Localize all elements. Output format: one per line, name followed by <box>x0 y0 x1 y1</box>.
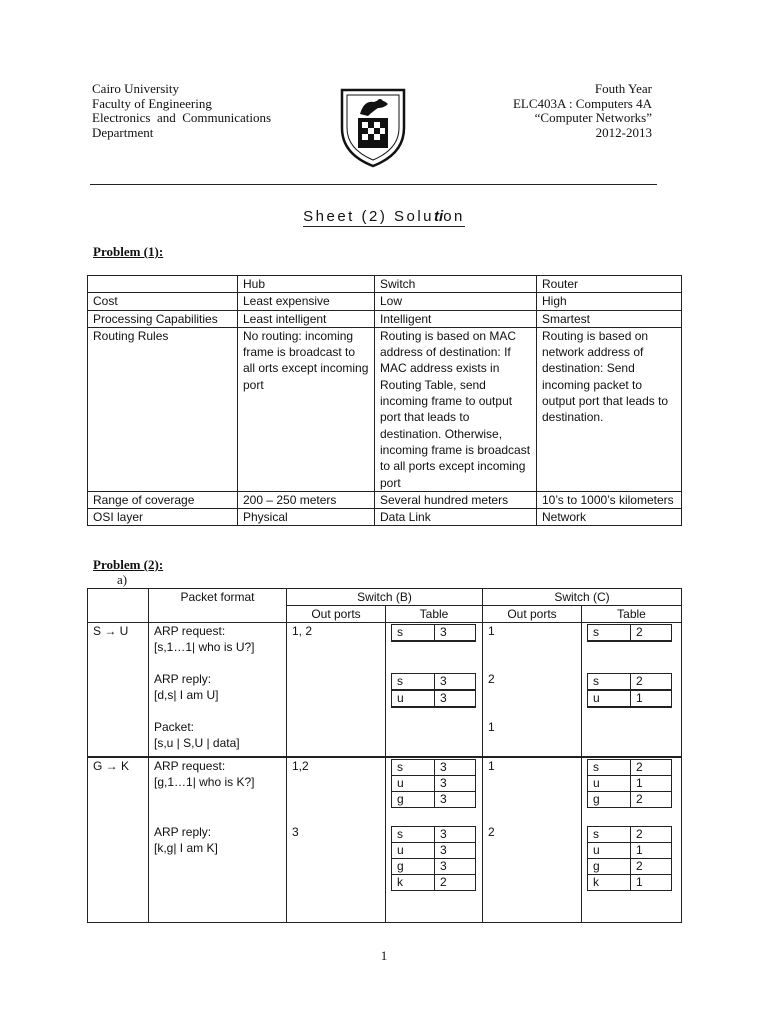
mac-table-row <box>588 859 672 875</box>
mac-table-row <box>588 760 672 776</box>
mac-table-row <box>588 792 672 808</box>
table-cell: Data Link <box>375 509 537 526</box>
table-cell: Physical <box>238 509 375 526</box>
mac-port: 1 <box>631 843 672 859</box>
mac-port: 2 <box>631 827 672 843</box>
table-header-cell: Table <box>582 606 682 623</box>
table-header-cell: Out ports <box>483 606 582 623</box>
header-left-line: Cairo University <box>92 81 180 96</box>
switch-c-table-cell <box>582 757 682 923</box>
mac-host: g <box>392 792 435 808</box>
mac-table-row <box>588 674 672 691</box>
mac-host: s <box>588 674 631 691</box>
page-title <box>0 208 768 227</box>
packet-type: Packet: <box>154 720 195 734</box>
packet-fields: [s,u | S,U | data] <box>154 736 240 750</box>
title-part: ti <box>434 208 444 225</box>
mac-host: s <box>392 827 435 843</box>
switch-table-block <box>587 721 676 756</box>
packet-format-entry <box>154 758 281 824</box>
packet-type: ARP reply: <box>154 825 212 839</box>
packet-format-cell <box>149 623 287 758</box>
mac-host: u <box>588 776 631 792</box>
title-part: Sheet (2) Solu <box>303 208 435 225</box>
switch-b-table-cell <box>386 623 483 758</box>
packet-type: ARP request: <box>154 624 226 638</box>
switch-table-block <box>391 623 477 672</box>
section-label: G → K <box>88 757 149 923</box>
header-left <box>92 82 271 140</box>
mac-host: u <box>392 776 435 792</box>
row-label: Processing Capabilities <box>88 310 238 327</box>
mac-table <box>587 673 672 708</box>
header-left-line: Electronics and Communications <box>92 110 272 125</box>
mac-host: s <box>588 827 631 843</box>
table-cell: Routing is based on network address of destination: Send incoming packet to output port that leads to destination. <box>537 327 682 491</box>
table-row <box>88 293 682 310</box>
switch-table-block <box>391 672 477 721</box>
problem2-heading: Problem (2): <box>93 557 164 572</box>
mac-table-row <box>588 843 672 859</box>
mac-table-row <box>392 792 476 808</box>
mac-port: 2 <box>631 674 672 691</box>
table-header-cell: Switch (C) <box>483 589 682 606</box>
mac-host: s <box>392 674 435 691</box>
packet-format-cell <box>149 757 287 923</box>
mac-host: g <box>588 792 631 808</box>
switch-table <box>87 588 682 923</box>
switch-table-block <box>391 721 477 756</box>
table-cell: Low <box>375 293 537 310</box>
mac-port: 3 <box>435 690 476 707</box>
out-ports-value: 1, 2 <box>292 624 313 638</box>
table-cell <box>88 589 149 623</box>
row-label: Cost <box>88 293 238 310</box>
table-header-cell: Table <box>386 606 483 623</box>
header-right-line: 2012-2013 <box>595 124 652 140</box>
out-ports-value: 2 <box>488 672 495 686</box>
mac-table <box>391 624 476 642</box>
switch-table-block <box>587 623 676 672</box>
row-label: Routing Rules <box>88 327 238 491</box>
mac-table-row <box>392 625 476 642</box>
table-cell: Least expensive <box>238 293 375 310</box>
header-right-line: “Computer Networks” <box>534 110 652 125</box>
packet-format-entry <box>154 719 281 753</box>
table-header-cell: Hub <box>238 276 375 293</box>
mac-port: 2 <box>631 859 672 875</box>
switch-c-ports-cell <box>483 757 582 923</box>
mac-port: 3 <box>435 859 476 875</box>
packet-fields: [s,1…1| who is U?] <box>154 640 255 654</box>
mac-table <box>391 673 476 708</box>
out-ports-value: 2 <box>488 825 495 839</box>
mac-table-row <box>392 690 476 707</box>
table-header-cell: Switch (B) <box>287 589 483 606</box>
switch-b-table-cell <box>386 757 483 923</box>
mac-host: s <box>392 760 435 776</box>
table-header-cell: Switch <box>375 276 537 293</box>
mac-port: 1 <box>631 690 672 707</box>
table-cell: Least intelligent <box>238 310 375 327</box>
table-cell: Routing is based on MAC address of destination: If MAC address exists in Routing Table, send incoming frame to output port that leads to destination. Otherwise, incoming frame is broadcast to all ports except incoming port <box>375 327 537 491</box>
mac-port: 3 <box>435 776 476 792</box>
university-logo <box>338 84 408 168</box>
mac-table-row <box>588 875 672 891</box>
problem2-subpart: a) <box>117 572 128 587</box>
mac-port: 2 <box>631 792 672 808</box>
mac-host: g <box>392 859 435 875</box>
table-cell: Several hundred meters <box>375 491 537 508</box>
table-cell: 200 – 250 meters <box>238 491 375 508</box>
table-header-cell: Router <box>537 276 682 293</box>
mac-port: 3 <box>435 827 476 843</box>
mac-table-row <box>392 674 476 691</box>
row-label: Range of coverage <box>88 491 238 508</box>
mac-table-row <box>588 625 672 642</box>
packet-fields: [d,s| I am U] <box>154 688 219 702</box>
header-right-line: ELC403A : Computers 4A <box>512 95 652 111</box>
switch-table-block <box>587 672 676 721</box>
mac-host: u <box>588 690 631 707</box>
mac-host: u <box>392 690 435 707</box>
header-right-line: Fouth Year <box>594 81 652 96</box>
mac-table <box>587 759 672 808</box>
mac-port: 3 <box>435 843 476 859</box>
packet-format-entry <box>154 824 281 920</box>
mac-table-row <box>392 843 476 859</box>
table-cell: 10’s to 1000’s kilometers <box>537 491 682 508</box>
mac-port: 1 <box>631 875 672 891</box>
switch-c-table-cell <box>582 623 682 758</box>
header-divider <box>90 184 657 185</box>
table-cell: No routing: incoming frame is broadcast to all orts except incoming port <box>238 327 375 491</box>
title-part: on <box>443 208 465 225</box>
header-left-line: Faculty of Engineering <box>92 95 212 111</box>
mac-port: 3 <box>435 792 476 808</box>
mac-port: 2 <box>435 875 476 891</box>
row-label: OSI layer <box>88 509 238 526</box>
mac-host: k <box>392 875 435 891</box>
university-crest-icon <box>338 84 408 168</box>
out-ports-value <box>292 719 380 753</box>
table-cell: High <box>537 293 682 310</box>
table-cell: Smartest <box>537 310 682 327</box>
out-ports-value: 1,2 <box>292 759 309 773</box>
table-header-cell: Packet format <box>149 589 287 623</box>
switch-b-ports-cell <box>287 623 386 758</box>
page-number: 1 <box>380 948 388 963</box>
table-header-row <box>88 589 682 606</box>
out-ports-value: 3 <box>292 825 299 839</box>
table-row <box>88 509 682 526</box>
switch-table-block <box>391 825 477 922</box>
mac-table <box>391 826 476 891</box>
header-left-line: Department <box>92 124 154 140</box>
table-header-row <box>88 276 682 293</box>
mac-port: 2 <box>631 760 672 776</box>
mac-host: u <box>392 843 435 859</box>
packet-fields: [g,1…1| who is K?] <box>154 775 255 789</box>
switch-b-ports-cell <box>287 757 386 923</box>
table-cell <box>88 276 238 293</box>
mac-port: 3 <box>435 674 476 691</box>
mac-table-row <box>392 875 476 891</box>
table-cell: Intelligent <box>375 310 537 327</box>
mac-table <box>391 759 476 808</box>
mac-host: u <box>588 843 631 859</box>
mac-host: s <box>392 625 435 642</box>
mac-port: 1 <box>631 776 672 792</box>
switch-table-block <box>391 758 477 825</box>
mac-table <box>587 624 672 642</box>
mac-host: k <box>588 875 631 891</box>
out-ports-value: 1 <box>488 759 495 773</box>
mac-port: 3 <box>435 760 476 776</box>
mac-table-row <box>588 776 672 792</box>
mac-table-row <box>392 859 476 875</box>
comparison-table <box>87 275 682 526</box>
table-row <box>88 310 682 327</box>
packet-type: ARP request: <box>154 759 226 773</box>
switch-c-ports-cell <box>483 623 582 758</box>
packet-format-entry <box>154 671 281 719</box>
section-label: S → U <box>88 623 149 758</box>
mac-table-row <box>392 776 476 792</box>
mac-host: g <box>588 859 631 875</box>
mac-host: s <box>588 760 631 776</box>
mac-table-row <box>588 690 672 707</box>
out-ports-value: 1 <box>488 720 495 734</box>
table-header-cell: Out ports <box>287 606 386 623</box>
mac-table-row <box>392 827 476 843</box>
table-row <box>88 623 682 758</box>
switch-table-block <box>587 758 676 825</box>
mac-table-row <box>392 760 476 776</box>
out-ports-value <box>292 671 380 719</box>
packet-format-entry <box>154 623 281 671</box>
mac-table <box>587 826 672 891</box>
mac-port: 3 <box>435 625 476 642</box>
table-row <box>88 491 682 508</box>
problem1-heading: Problem (1): <box>93 244 164 259</box>
table-cell: Network <box>537 509 682 526</box>
packet-fields: [k,g| I am K] <box>154 841 218 855</box>
mac-table-row <box>588 827 672 843</box>
switch-table-block <box>587 825 676 922</box>
table-row <box>88 327 682 491</box>
mac-port: 2 <box>631 625 672 642</box>
header-right <box>513 82 652 140</box>
packet-type: ARP reply: <box>154 672 212 686</box>
out-ports-value: 1 <box>488 624 495 638</box>
mac-host: s <box>588 625 631 642</box>
table-row <box>88 757 682 923</box>
